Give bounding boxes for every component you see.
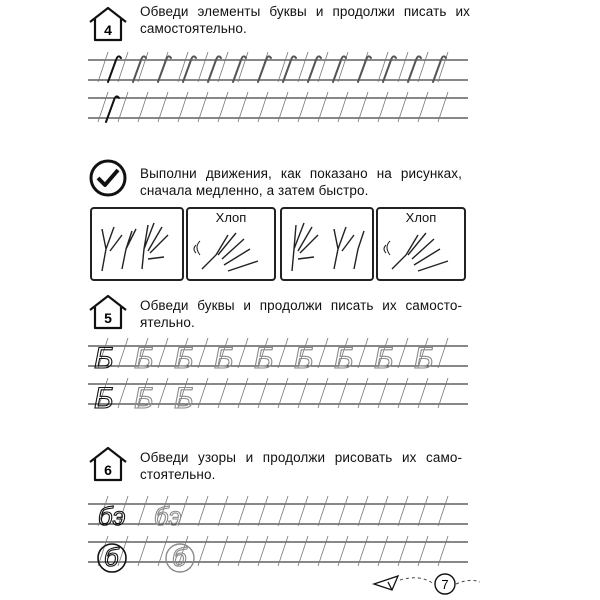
handwriting-lines [88, 52, 468, 132]
house-number-badge [88, 294, 128, 330]
handwriting-lines [88, 338, 468, 418]
trace-letter: Б [374, 342, 394, 375]
trace-letter: Б [214, 342, 234, 375]
trace-letter: Б [334, 342, 354, 375]
task-number: 6 [104, 462, 112, 478]
task-number: 5 [104, 310, 112, 326]
exercise-panel [280, 207, 374, 281]
task-instruction: Обведи буквы и продолжи писать их самостоятельно. [140, 298, 462, 330]
writing-guide-lines [88, 60, 468, 118]
page-number: 7 [441, 577, 449, 592]
paper-plane-icon [374, 576, 398, 590]
exercise-panel [186, 207, 276, 281]
hands-fingers-icon [92, 209, 178, 275]
hands-clap-icon [378, 225, 464, 275]
trace-letter: Б [134, 382, 154, 415]
exercise-panel [376, 207, 466, 281]
exercise-panel [90, 207, 184, 281]
panel-label: Хлоп [215, 210, 247, 225]
task-instruction: Обведи элементы буквы и продолжи писать их самостоятельно. [140, 4, 470, 36]
trace-letter: Б [134, 342, 154, 375]
hands-fingers-icon [282, 209, 368, 275]
trace-letter: Б [94, 382, 114, 415]
trace-letter: Б [94, 342, 114, 375]
pattern-traces [98, 501, 182, 531]
trace-letter: Б [254, 342, 274, 375]
paper-plane-decoration [370, 568, 480, 598]
panel-label: Хлоп [405, 210, 437, 225]
pattern-traces [104, 542, 188, 572]
checkmark-icon [88, 158, 128, 198]
trace-letter: Б [174, 342, 194, 375]
trace-pattern: б [172, 542, 187, 572]
house-number-badge [88, 6, 128, 42]
hands-clap-icon [188, 225, 274, 275]
letter-element-traces [106, 56, 446, 122]
task-instruction: Обведи узоры и продолжи рисовать их самостоятельно. [140, 450, 462, 482]
slant-lines [98, 52, 448, 122]
task-number: 4 [104, 22, 112, 38]
trace-pattern: бэ [98, 501, 126, 531]
task-instruction: Выполни движения, как показано на рисунках, сначала медленно, а затем быстро. [140, 166, 462, 198]
trace-letter: Б [414, 342, 434, 375]
trace-pattern: бэ [154, 501, 182, 531]
slant-lines [98, 496, 448, 566]
house-number-badge [88, 446, 128, 482]
writing-guide-lines [88, 504, 468, 562]
trace-pattern: б [104, 542, 119, 572]
trace-letter: Б [174, 382, 194, 415]
trace-letter: Б [294, 342, 314, 375]
